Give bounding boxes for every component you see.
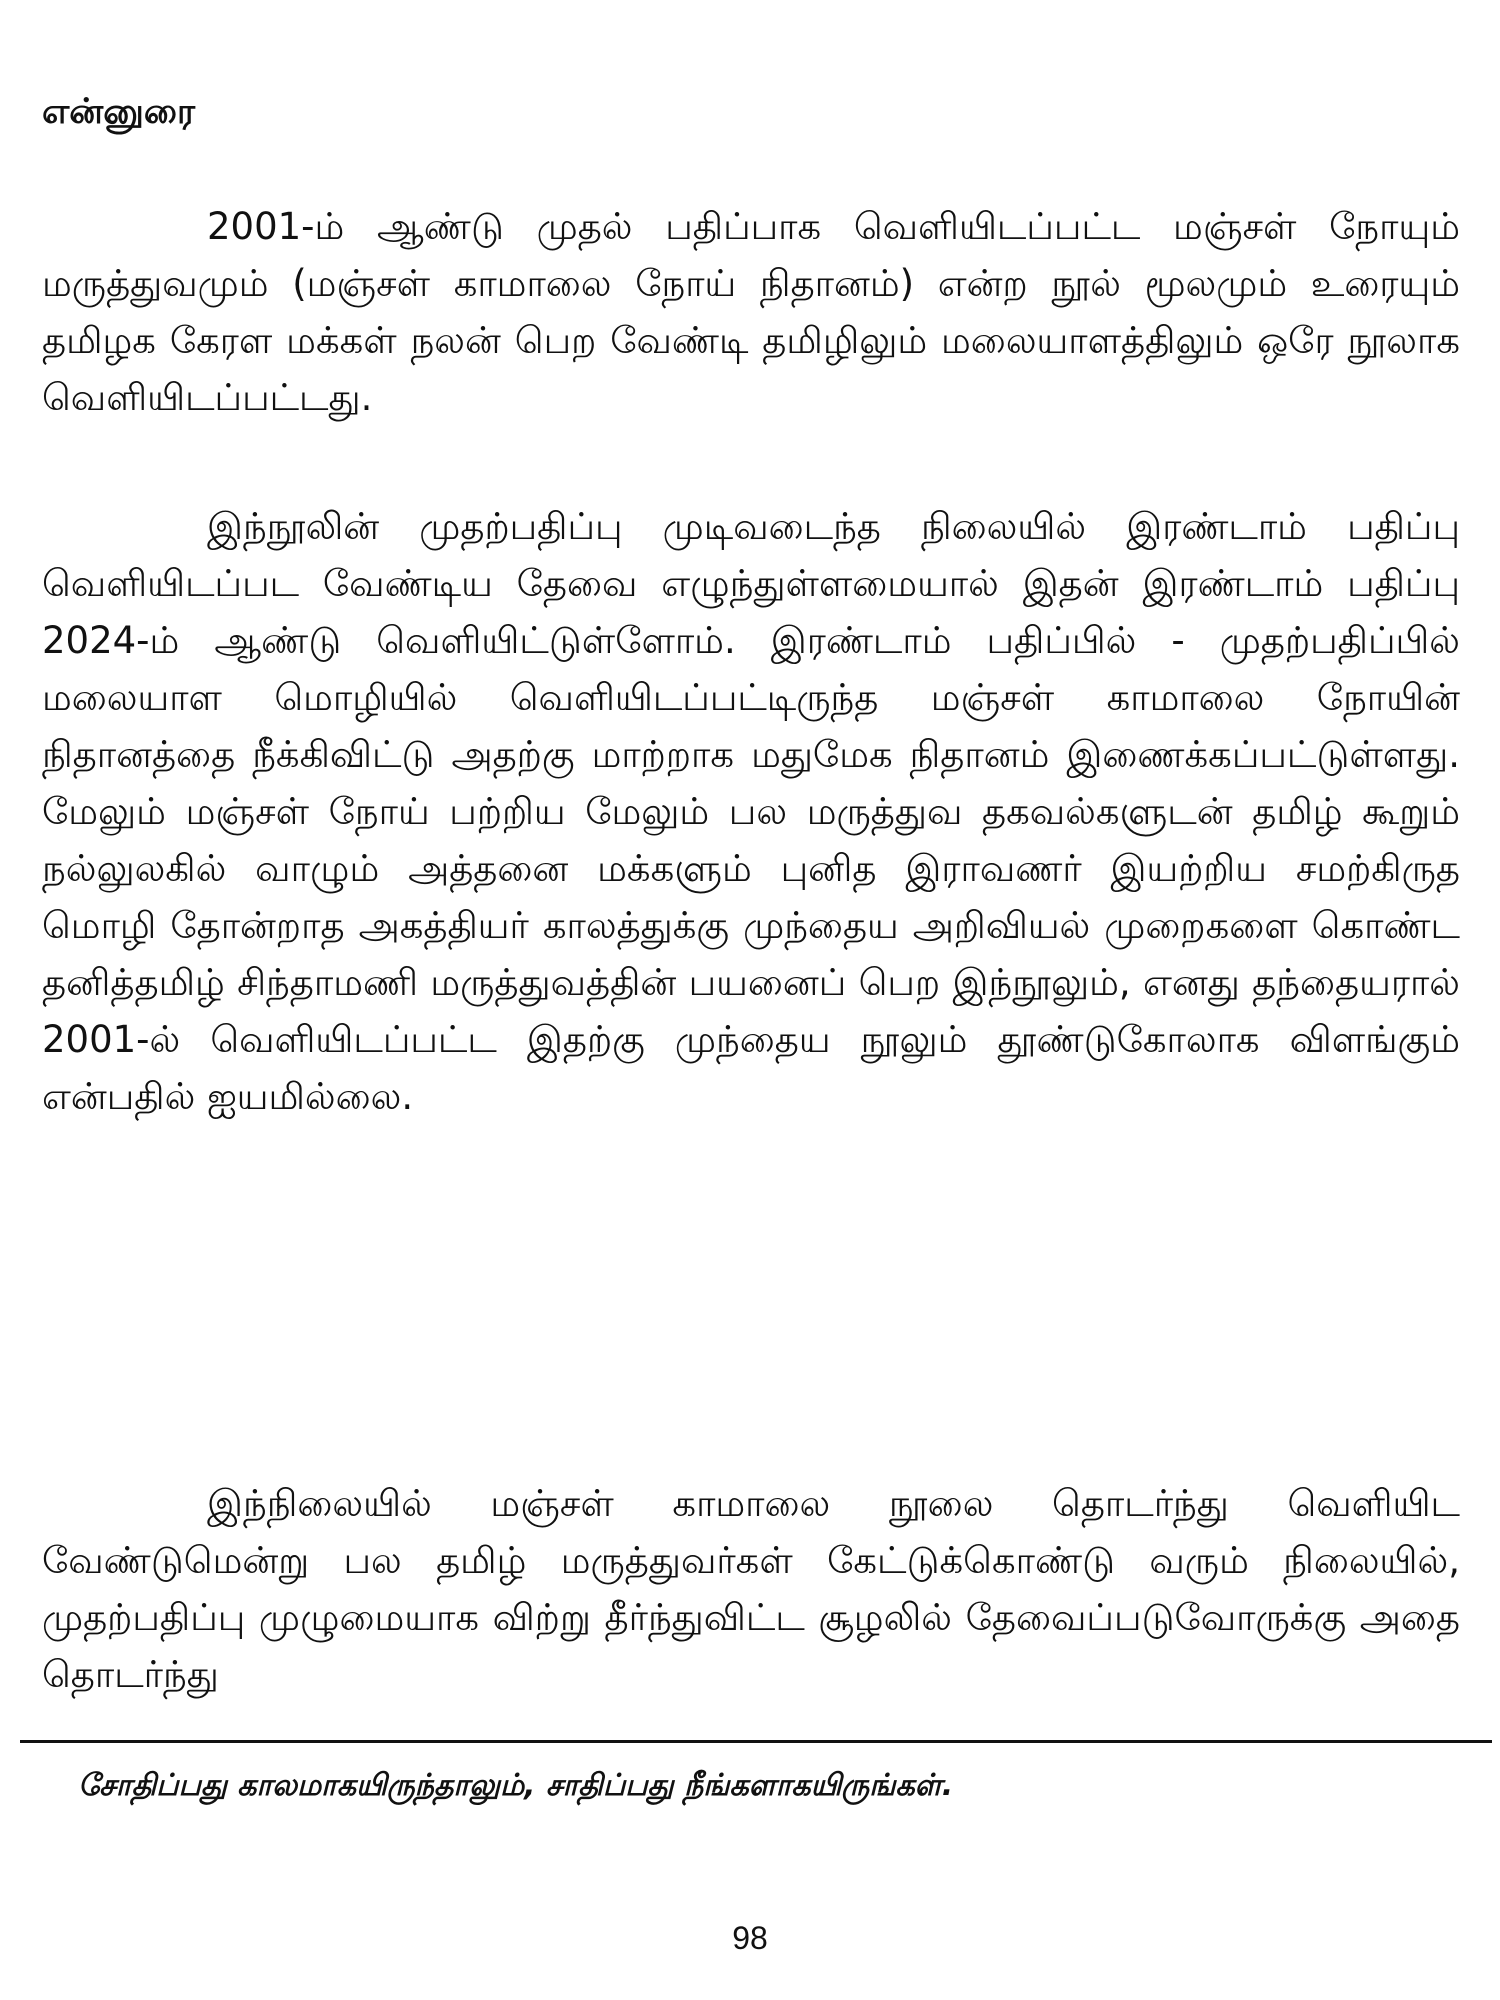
paragraph-1: 2001-ம் ஆண்டு முதல் பதிப்பாக வெளியிடப்பட்ட மஞ்சள் நோயும் மருத்துவமும் (மஞ்சள் காமாலை நோய் நிதானம்) என்ற நூல் மூலமும் உரையும் தமிழக கேரள மக்கள் நலன் பெற வேண்டி தமிழிலும் மலையாளத்திலும் ஒரே நூலாக வெளியிடப்பட்டது. xyxy=(42,205,1460,419)
paragraph-3: இந்நிலையில் மஞ்சள் காமாலை நூலை தொடர்ந்து வெளியிட வேண்டுமென்று பல தமிழ் மருத்துவர்கள் கேட்டுக்கொண்டு வரும் நிலையில், முதற்பதிப்பு முழுமையாக விற்று தீர்ந்துவிட்ட சூழலில் தேவைப்படுவோருக்கு அதை தொடர்ந்து xyxy=(42,1482,1460,1696)
section-heading: என்னுரை xyxy=(42,92,196,132)
footer-divider xyxy=(20,1740,1492,1743)
page-number: 98 xyxy=(732,1920,768,1956)
paragraph-2: இந்நூலின் முதற்பதிப்பு முடிவடைந்த நிலையில் இரண்டாம் பதிப்பு வெளியிடப்பட வேண்டிய தேவை எழுந்துள்ளமையால் இதன் இரண்டாம் பதிப்பு 2024-ம் ஆண்டு வெளியிட்டுள்ளோம். இரண்டாம் பதிப்பில் - முதற்பதிப்பில் மலையாள மொழியில் வெளியிடப்பட்டிருந்த மஞ்சள் காமாலை நோயின் நிதானத்தை நீக்கிவிட்டு அதற்கு மாற்றாக மதுமேக நிதானம் இணைக்கப்பட்டுள்ளது. மேலும் மஞ்சள் நோய் பற்றிய மேலும் பல மருத்துவ தகவல்களுடன் தமிழ் கூறும் நல்லுலகில் வாழும் அத்தனை மக்களும் புனித இராவணர் இயற்றிய சமற்கிருத மொழி தோன்றாத அகத்தியர் காலத்துக்கு முந்தைய அறிவியல் முறைகளை கொண்ட தனித்தமிழ் சிந்தாமணி மருத்துவத்தின் பயனைப் பெற இந்நூலும், எனது தந்தையரால் 2001-ல் வெளியிடப்பட்ட இதற்கு முந்தைய நூலும் தூண்டுகோலாக விளங்கும் என்பதில் ஐயமில்லை. xyxy=(42,505,1461,1118)
footer-quote: சோதிப்பது காலமாகயிருந்தாலும், சாதிப்பது நீங்களாகயிருங்கள். xyxy=(78,1768,954,1803)
